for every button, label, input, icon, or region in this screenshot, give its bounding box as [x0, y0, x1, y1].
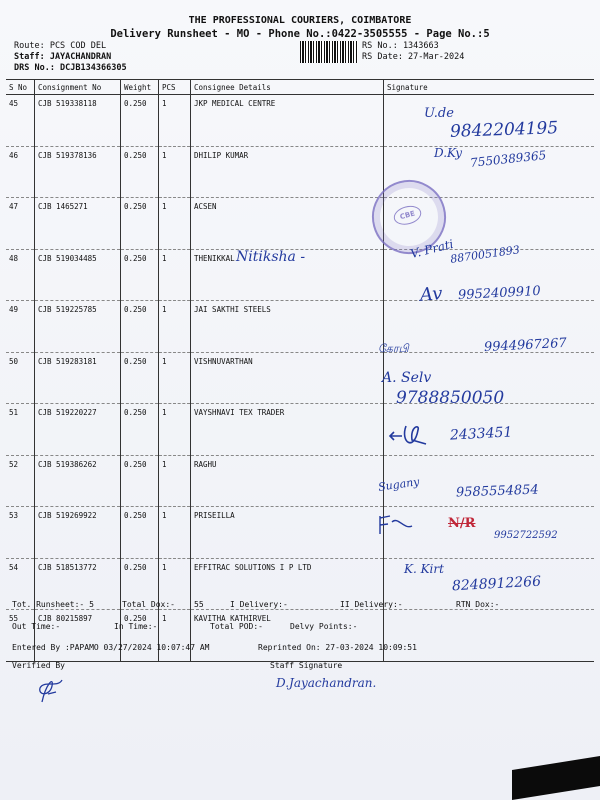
total-dox-value: 55 [194, 600, 204, 609]
cell-weight: 0.250 [121, 95, 159, 147]
cell-consignee: VISHNUVARTHAN [191, 352, 384, 404]
cell-pcs: 1 [159, 301, 191, 353]
cell-sno: 46 [6, 146, 35, 198]
cell-weight: 0.250 [121, 301, 159, 353]
cell-sno: 54 [6, 558, 35, 610]
reprinted-on: Reprinted On: 27-03-2024 10:09:51 [258, 643, 417, 652]
barcode [300, 41, 358, 63]
table-row [6, 198, 594, 250]
table-row [6, 455, 594, 507]
cell-weight: 0.250 [121, 507, 159, 559]
table-row [6, 352, 594, 404]
total-dox-label: Total Dox:- [122, 600, 175, 609]
signature-phone-45: 9842204195 [449, 118, 559, 142]
cell-consignee: VAYSHNAVI TEX TRADER [191, 404, 384, 456]
rs-number: RS No.: 1343663 [362, 41, 439, 51]
signature-scribble-54 [376, 514, 416, 538]
cell-pcs: 1 [159, 610, 191, 662]
cell-weight: 0.250 [121, 249, 159, 301]
route-label: Route: PCS COD DEL [14, 41, 107, 51]
cell-sno: 49 [6, 301, 35, 353]
total-runsheet: Tot. Runsheet:- 5 [12, 600, 94, 609]
table-row [6, 610, 594, 662]
signature-name-48: V. Prati [408, 236, 455, 262]
col-weight: Weight [121, 80, 159, 95]
signature-red-mark-54: N/R [448, 516, 476, 531]
drs-number: DRS No.: DCJB134366305 [14, 63, 127, 73]
cell-weight: 0.250 [121, 198, 159, 250]
cell-consignment-no: CJB 519338118 [35, 95, 121, 147]
total-pod: Total POD:- [210, 622, 263, 631]
cell-consignment-no: CJB 519283181 [35, 352, 121, 404]
signature-phone-49: 9952409910 [457, 283, 542, 304]
cell-consignee: EFFITRAC SOLUTIONS I P LTD [191, 558, 384, 610]
cell-consignment-no: CJB 519225785 [35, 301, 121, 353]
cell-pcs: 1 [159, 146, 191, 198]
cell-sno: 55 [6, 610, 35, 662]
handwritten-name-48: Nitiksha - [236, 249, 306, 265]
in-time: In Time:- [114, 622, 158, 631]
cell-weight: 0.250 [121, 404, 159, 456]
rtn-dox: RTN Dox:- [456, 600, 500, 609]
cell-sno: 52 [6, 455, 35, 507]
cell-consignee: ACSEN [191, 198, 384, 250]
signature-name-45: U.de [424, 106, 454, 121]
cell-signature [384, 610, 595, 662]
signature-phone-50: 9944967267 [483, 335, 568, 356]
out-time: Out Time:- [12, 622, 61, 631]
delivery-points: Delvy Points:- [290, 622, 358, 631]
signature-phone-54: 9952722592 [494, 530, 558, 541]
company-title: THE PROFESSIONAL COURIERS, COIMBATORE [188, 15, 412, 26]
signature-name-55: K. Kirt [404, 562, 444, 576]
cell-pcs: 1 [159, 558, 191, 610]
cell-consignment-no: CJB 80215897 [35, 610, 121, 662]
col-pcs: PCS [159, 80, 191, 95]
col-consignee: Consignee Details [191, 80, 384, 95]
cell-consignment-no: CJB 518513772 [35, 558, 121, 610]
cell-consignee: PRISEILLA [191, 507, 384, 559]
cell-sno: 48 [6, 249, 35, 301]
signature-phone-46: 7550389365 [469, 148, 547, 170]
cell-consignee: DHILIP KUMAR [191, 146, 384, 198]
scan-shadow [512, 756, 600, 800]
signature-scribble-52 [388, 422, 428, 452]
staff-signature-label: Staff Signature [270, 661, 343, 670]
cell-pcs: 1 [159, 249, 191, 301]
verified-by-label: Verified By [12, 661, 65, 670]
cell-pcs: 1 [159, 507, 191, 559]
signature-phone-55: 8248912266 [451, 573, 542, 595]
rs-date: RS Date: 27-Mar-2024 [362, 52, 465, 62]
cell-consignee: KAVITHA KATHIRVEL [191, 610, 384, 662]
cell-consignee: JKP MEDICAL CENTRE [191, 95, 384, 147]
signature-name-49: Av [419, 283, 444, 306]
table-header-row [6, 80, 594, 95]
cell-weight: 0.250 [121, 146, 159, 198]
signature-name-50: கோபி [378, 342, 409, 355]
cell-consignee: JAI SAKTHI STEELS [191, 301, 384, 353]
staff-label: Staff: JAYACHANDRAN [14, 52, 112, 62]
entered-by: Entered By :PAPAMO 03/27/2024 10:07:47 AM [12, 643, 210, 652]
verifier-signature [32, 674, 66, 704]
cell-consignment-no: CJB 519220227 [35, 404, 121, 456]
ii-delivery: II Delivery:- [340, 600, 403, 609]
cell-consignee: RAGHU [191, 455, 384, 507]
cell-consignment-no: CJB 1465271 [35, 198, 121, 250]
cell-pcs: 1 [159, 95, 191, 147]
col-signature: Signature [384, 80, 595, 95]
cell-weight: 0.250 [121, 455, 159, 507]
cell-sno: 47 [6, 198, 35, 250]
cell-pcs: 1 [159, 352, 191, 404]
signature-phone-48: 8870051893 [449, 243, 521, 266]
cell-weight: 0.250 [121, 610, 159, 662]
col-consignment: Consignment No [35, 80, 121, 95]
cell-sno: 51 [6, 404, 35, 456]
cell-weight: 0.250 [121, 558, 159, 610]
cell-sno: 53 [6, 507, 35, 559]
cell-consignment-no: CJB 519034485 [35, 249, 121, 301]
runsheet-table [6, 79, 594, 662]
cell-consignment-no: CJB 519378136 [35, 146, 121, 198]
signature-phone-53: 9585554854 [455, 482, 539, 501]
signature-name-46: D.Ky [434, 146, 462, 160]
signature-name-51: A. Selv [382, 370, 432, 386]
cell-sno: 50 [6, 352, 35, 404]
cell-consignment-no: CJB 519269922 [35, 507, 121, 559]
signature-phone-52: 2433451 [449, 424, 513, 444]
signature-phone-51: 9788850050 [396, 388, 505, 408]
stamp-center-text: CBE [392, 203, 424, 228]
staff-signature-hand: D.Jayachandran. [276, 676, 377, 690]
signature-name-53: Sugany [377, 475, 421, 494]
cell-consignee: THENIKKAL [191, 249, 384, 301]
i-delivery: I Delivery:- [230, 600, 288, 609]
cell-weight: 0.250 [121, 352, 159, 404]
runsheet-subtitle: Delivery Runsheet - MO - Phone No.:0422-3505555 - Page No.:5 [110, 28, 490, 40]
cell-pcs: 1 [159, 455, 191, 507]
cell-pcs: 1 [159, 198, 191, 250]
cell-sno: 45 [6, 95, 35, 147]
col-sno: S No [6, 80, 35, 95]
cell-consignment-no: CJB 519386262 [35, 455, 121, 507]
cell-pcs: 1 [159, 404, 191, 456]
